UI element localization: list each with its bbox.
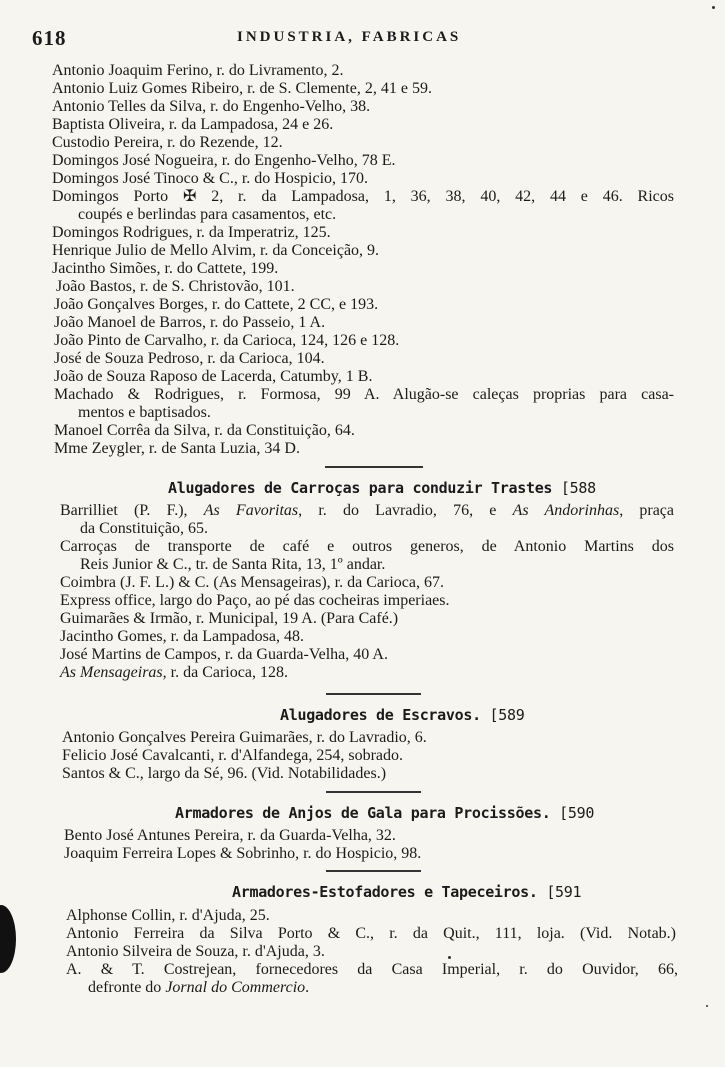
section-title: Armadores-Estofadores e Tapeceiros.: [232, 883, 538, 901]
list-item: Express office, largo do Paço, ao pé das cocheiras imperiaes.: [60, 592, 450, 609]
list-item: Antonio Telles da Silva, r. do Engenho-Velho, 38.: [52, 98, 371, 115]
list-item: José Martins de Campos, r. da Guarda-Velha, 40 A.: [60, 646, 388, 663]
list-item: João Pinto de Carvalho, r. da Carioca, 124, 126 e 128.: [54, 332, 400, 349]
section-title: Alugadores de Escravos.: [280, 706, 481, 724]
section-number: [589: [489, 706, 525, 724]
list-item: Alphonse Collin, r. d'Ajuda, 25.: [66, 907, 270, 924]
list-item: João Bastos, r. de S. Christovão, 101.: [56, 278, 295, 295]
list-item: Bento José Antunes Pereira, r. da Guarda-Velha, 32.: [64, 827, 396, 844]
list-item-continuation: da Constituição, 65.: [80, 520, 208, 537]
list-item-continuation: coupés e berlindas para casamentos, etc.: [78, 206, 337, 223]
list-item: Antonio Gonçalves Pereira Guimarães, r. do Lavradio, 6.: [62, 729, 427, 746]
section-title: Armadores de Anjos de Gala para Procissões.: [175, 804, 551, 822]
list-item: Manoel Corrêa da Silva, r. da Constituição, 64.: [54, 422, 355, 439]
list-item: João Gonçalves Borges, r. do Cattete, 2 CC, e 193.: [54, 296, 379, 313]
section-heading: [175, 804, 594, 822]
list-item: Santos & C., largo da Sé, 96. (Vid. Notabilidades.): [62, 765, 387, 782]
list-item: Joaquim Ferreira Lopes & Sobrinho, r. do Hospicio, 98.: [64, 845, 422, 862]
list-item: Mme Zeygler, r. de Santa Luzia, 34 D.: [54, 440, 300, 457]
section-divider: [326, 693, 421, 695]
list-item: Custodio Pereira, r. do Rezende, 12.: [52, 134, 283, 151]
list-item: Domingos José Nogueira, r. do Engenho-Velho, 78 E.: [52, 152, 396, 169]
section-title: Alugadores de Carroças para conduzir Trastes: [168, 479, 553, 497]
list-item: Carroças de transporte de café e outros generos, de Antonio Martins dos: [60, 538, 674, 555]
list-item: Antonio Ferreira da Silva Porto & C., r. da Quit., 111, loja. (Vid. Notab.): [66, 925, 676, 942]
list-item: Domingos Rodrigues, r. da Imperatriz, 125.: [52, 224, 331, 241]
running-title: INDUSTRIA, FABRICAS: [237, 29, 462, 45]
list-item: Antonio Joaquim Ferino, r. do Livramento, 2.: [52, 62, 344, 79]
section-heading: [168, 479, 596, 497]
scan-blot: [0, 905, 16, 973]
list-item: Jacintho Gomes, r. da Lampadosa, 48.: [60, 628, 304, 645]
list-item: João de Souza Raposo de Lacerda, Catumby, 1 B.: [54, 368, 373, 385]
list-item: Henrique Julio de Mello Alvim, r. da Conceição, 9.: [52, 242, 380, 259]
list-item-continuation: Reis Junior & C., tr. de Santa Rita, 13, 1º andar.: [80, 556, 386, 573]
list-item: A. & T. Costrejean, fornecedores da Casa Imperial, r. do Ouvidor, 66,: [66, 961, 678, 978]
section-heading: [280, 706, 524, 724]
page-header: [32, 26, 685, 52]
section-number: [590: [559, 804, 595, 822]
list-item: Machado & Rodrigues, r. Formosa, 99 A. Alugão-se caleças proprias para casa-: [54, 386, 674, 403]
section-heading: [232, 883, 581, 901]
list-item-continuation: defronte do Jornal do Commercio.: [88, 979, 310, 996]
list-item: Antonio Silveira de Souza, r. d'Ajuda, 3.: [66, 943, 325, 960]
section-divider: [326, 791, 421, 793]
list-item: Antonio Luiz Gomes Ribeiro, r. de S. Clemente, 2, 41 e 59.: [52, 80, 432, 97]
list-item: Coimbra (J. F. L.) & C. (As Mensageiras), r. da Carioca, 67.: [60, 574, 444, 591]
list-item: Barrilliet (P. F.), As Favoritas, r. do Lavradio, 76, e As Andorinhas, praça: [60, 502, 675, 519]
list-item: José de Souza Pedroso, r. da Carioca, 104.: [54, 350, 325, 367]
list-item: Domingos José Tinoco & C., r. do Hospicio, 170.: [52, 170, 369, 187]
list-item: João Manoel de Barros, r. do Passeio, 1 A.: [54, 314, 326, 331]
section-divider: [326, 870, 421, 872]
section-number: [588: [560, 479, 596, 497]
section-number: [591: [546, 883, 582, 901]
list-item: Domingos Porto ✠ 2, r. da Lampadosa, 1, 36, 38, 40, 42, 44 e 46. Ricos: [52, 188, 674, 205]
list-item: As Mensageiras, r. da Carioca, 128.: [60, 664, 288, 681]
page-number: 618: [32, 26, 67, 50]
list-item: Baptista Oliveira, r. da Lampadosa, 24 e 26.: [52, 116, 334, 133]
section-divider: [325, 466, 423, 468]
list-item: Jacintho Simões, r. do Cattete, 199.: [52, 260, 279, 277]
list-item: Felicio José Cavalcanti, r. d'Alfandega, 254, sobrado.: [62, 747, 404, 764]
list-item-continuation: mentos e baptisados.: [78, 404, 211, 421]
list-item: Guimarães & Irmão, r. Municipal, 19 A. (Para Café.): [60, 610, 399, 627]
